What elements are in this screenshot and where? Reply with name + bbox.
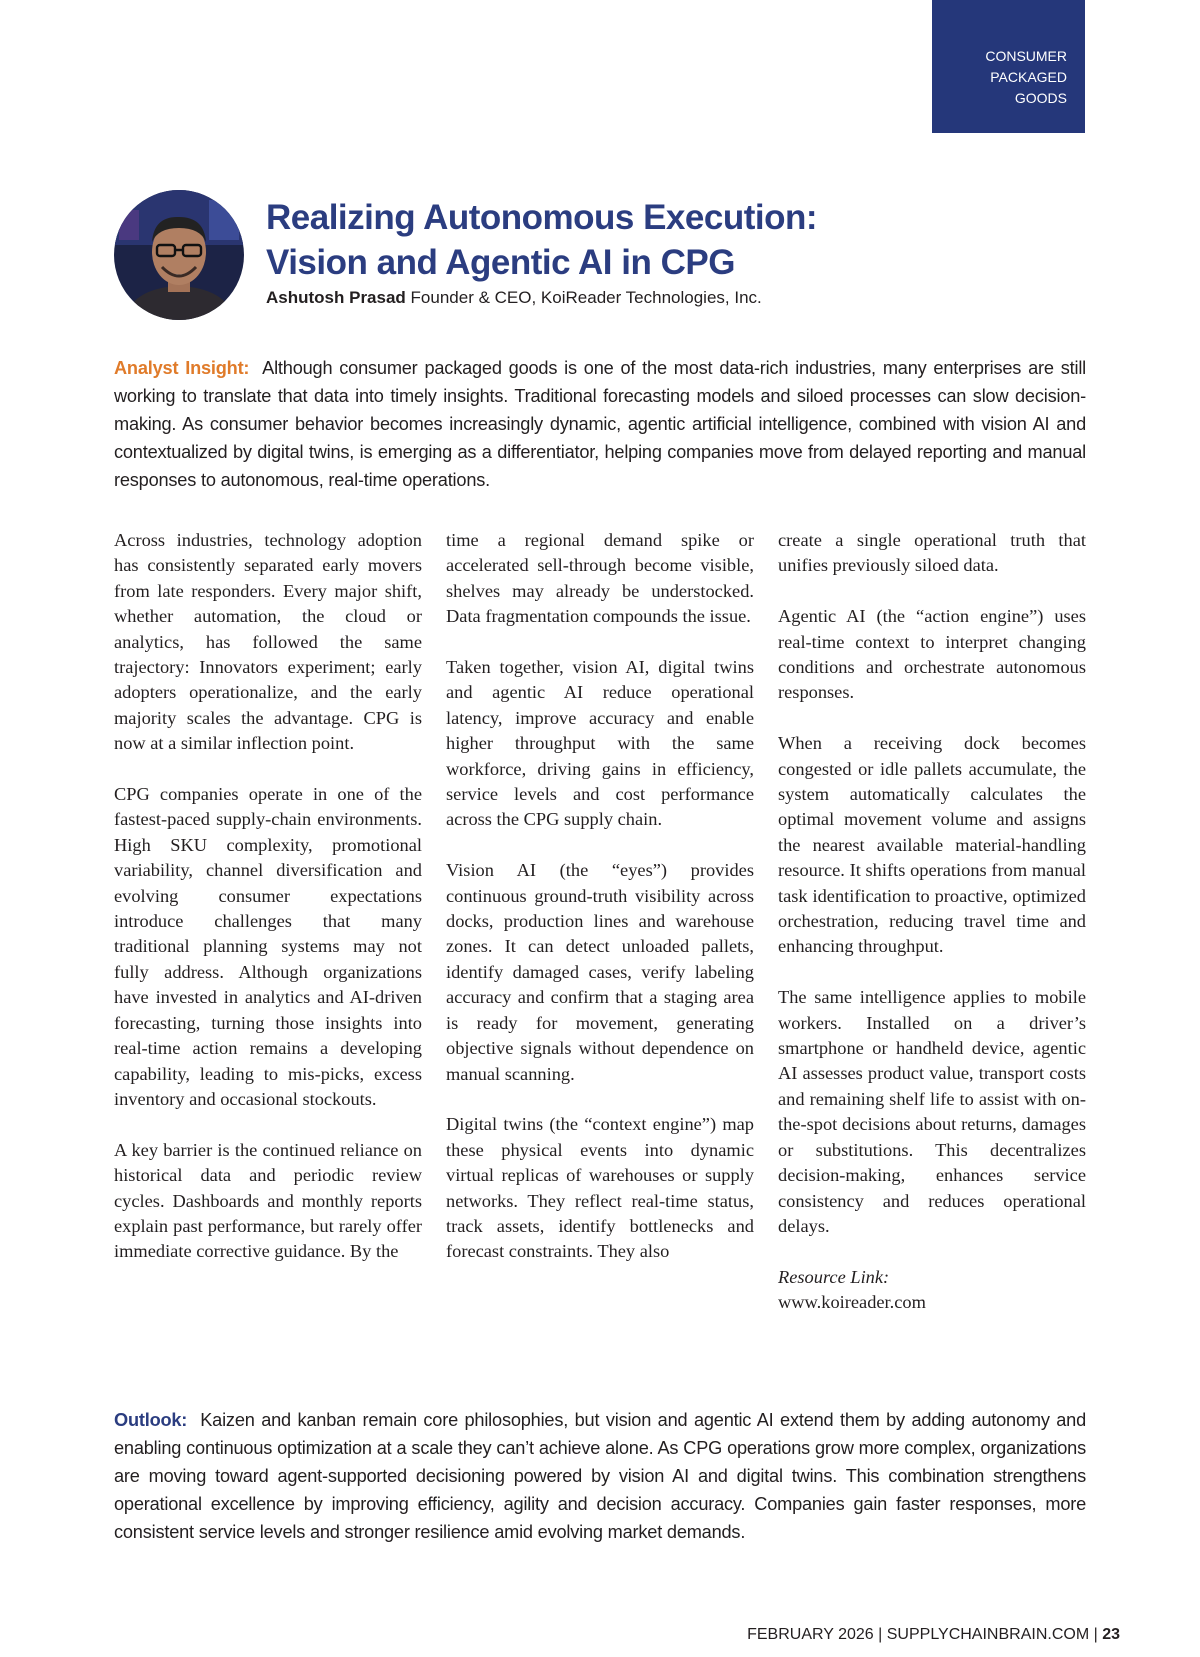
byline	[266, 288, 762, 308]
paragraph: Across industries, technology adoption has consistently separated early movers from late responders. Every major shift, whether automation, the cloud or analytics, has followed the same trajectory: Innovators experiment; early adopters operationalize, and the early majority scales the advantage. CPG is now at a similar inflection point.	[114, 530, 422, 754]
page-footer	[747, 1626, 1120, 1644]
article-title	[266, 195, 817, 285]
analyst-insight-text: Although consumer packaged goods is one of the most data-rich industries, many enterprises are still working to translate that data into timely insights. Traditional forecasting models and siloed processes can slow decision-making. As consumer behavior becomes increasingly dynamic, agentic artificial intelligence, combined with vision AI and contextualized by digital twins, is emerging as a differentiator, helping companies move from delayed reporting and manual responses to autonomous, real-time operations.	[114, 358, 1087, 490]
paragraph: When a receiving dock becomes congested or idle pallets accumulate, the system automatically calculates the optimal movement volume and assigns the nearest available material-handling resource. It shifts operations from manual task identification to proactive, optimized orchestration, reducing travel time and enhancing throughput.	[778, 733, 1086, 957]
paragraph: Vision AI (the “eyes”) provides continuous ground-truth visibility across docks, production lines and warehouse zones. It can detect unloaded pallets, identify damaged cases, verify labeling accuracy and confirm that a staging area is ready for movement, generating objective signals without dependence on manual scanning.	[446, 860, 754, 1084]
paragraph: create a single operational truth that unifies previously siloed data.	[778, 530, 1086, 576]
outlook-text: Kaizen and kanban remain core philosophies, but vision and agentic AI extend them by adding autonomy and enabling continuous optimization at a scale they can’t achieve alone. As CPG operations grow more complex, organizations are moving toward agent-supported decisioning powered by vision AI and digital twins. This combination strengthens operational excellence by improving efficiency, agility and decision accuracy. Companies gain faster responses, more consistent service levels and stronger resilience amid evolving market demands.	[114, 1410, 1086, 1542]
section-tab-line: PACKAGED	[990, 69, 1067, 85]
footer-text: FEBRUARY 2026 | SUPPLYCHAINBRAIN.COM |	[747, 1626, 1098, 1643]
paragraph: CPG companies operate in one of the fastest-paced supply-chain environments. High SKU complexity, promotional variability, channel diversification and evolving consumer expectations introduce challenges that many traditional planning systems may not fully address. Although organizations have invested in analytics and AI-driven forecasting, turning those insights into real-time action remains a developing capability, leading to mis-picks, excess inventory and occasional stockouts.	[114, 784, 422, 1109]
resource-link[interactable]: www.koireader.com	[778, 1292, 926, 1313]
body-column-1	[114, 528, 422, 1290]
section-tab-line: CONSUMER	[985, 48, 1067, 64]
resource-link-label: Resource Link:	[778, 1266, 890, 1287]
paragraph: A key barrier is the continued reliance on historical data and periodic review cycles. Dashboards and monthly reports explain past performance, but rarely offer immediate corrective guidance. By the	[114, 1139, 422, 1262]
analyst-insight	[114, 354, 1086, 494]
page-number: 23	[1102, 1626, 1120, 1643]
author-photo	[114, 190, 244, 320]
outlook-label: Outlook:	[114, 1410, 188, 1430]
body-column-2	[446, 528, 754, 1290]
paragraph: time a regional demand spike or accelerated sell-through become visible, shelves may already be understocked. Data fragmentation compounds the issue.	[446, 530, 754, 627]
article-title-line: Realizing Autonomous Execution:	[266, 198, 817, 237]
analyst-insight-label: Analyst Insight:	[114, 358, 250, 378]
paragraph: Agentic AI (the “action engine”) uses real-time context to interpret changing conditions and orchestrate autonomous responses.	[778, 606, 1086, 703]
paragraph: Taken together, vision AI, digital twins and agentic AI reduce operational latency, improve accuracy and enable higher throughput with the same workforce, driving gains in efficiency, service levels and cost performance across the CPG supply chain.	[446, 657, 754, 830]
section-tab	[932, 0, 1085, 133]
section-tab-line: GOODS	[1014, 90, 1067, 106]
outlook	[114, 1406, 1086, 1546]
body-column-3	[778, 528, 1086, 1316]
author-role: Founder & CEO, KoiReader Technologies, Inc.	[410, 288, 762, 307]
author-name: Ashutosh Prasad	[266, 288, 406, 307]
article-title-line: Vision and Agentic AI in CPG	[266, 243, 735, 282]
paragraph: The same intelligence applies to mobile workers. Installed on a driver’s smartphone or handheld device, agentic AI assesses product value, transport costs and remaining shelf life to assist with on-the-spot decisions about returns, damages or substitutions. This decentralizes decision-making, enhances service consistency and reduces operational delays.	[778, 987, 1086, 1236]
paragraph: Digital twins (the “context engine”) map these physical events into dynamic virtual replicas of warehouses or supply networks. They reflect real-time status, track assets, identify bottlenecks and forecast constraints. They also	[446, 1114, 754, 1262]
